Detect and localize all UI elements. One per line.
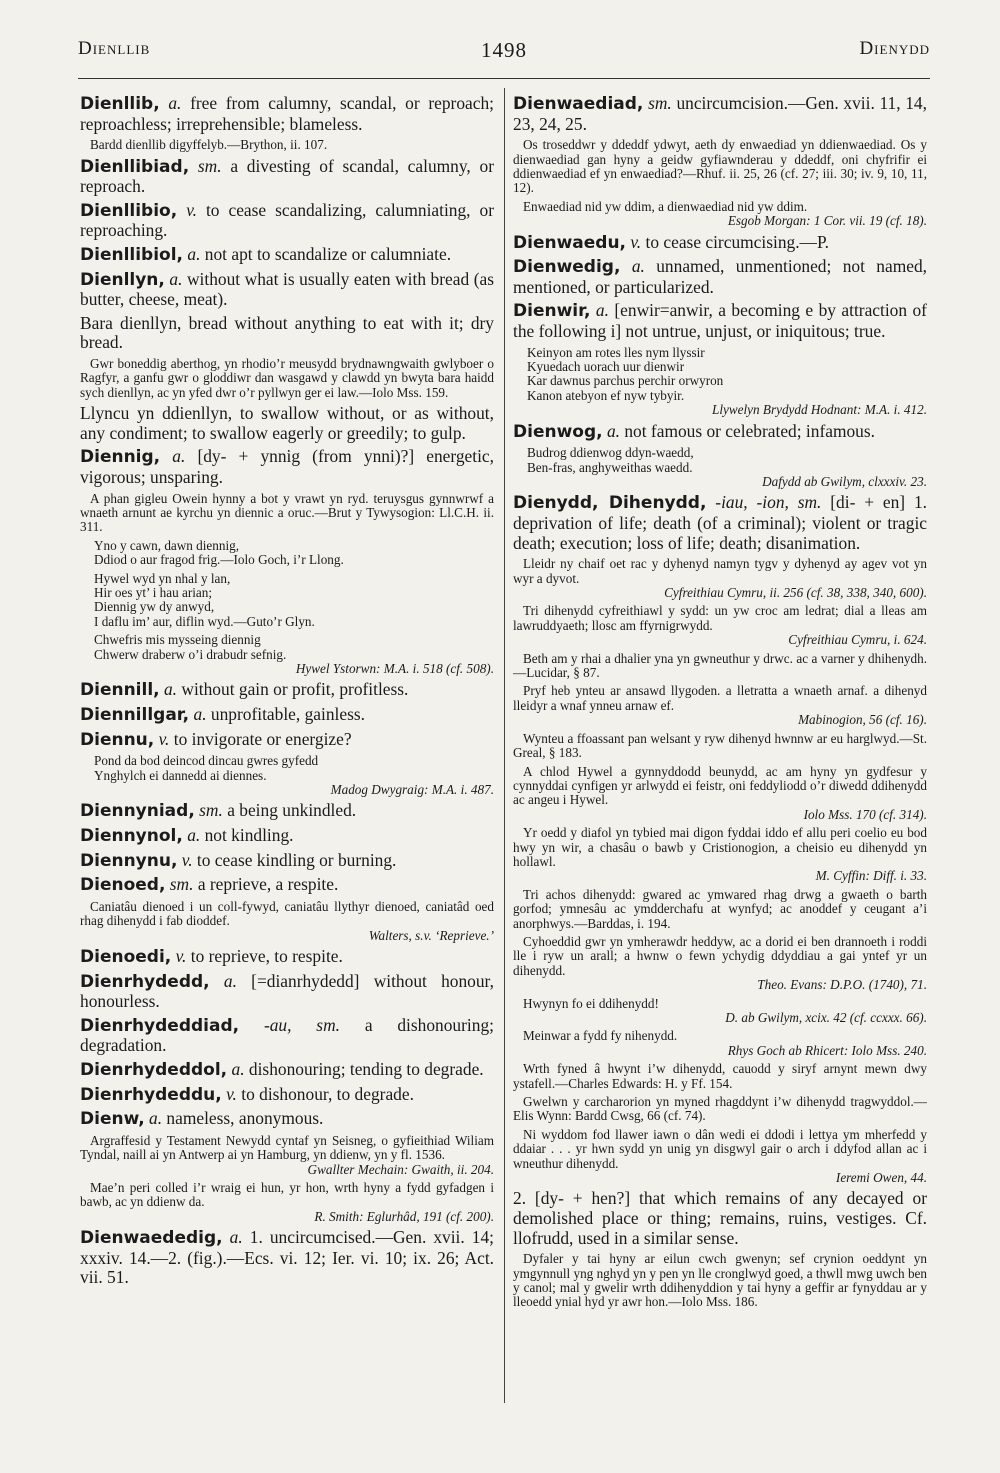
citation-source: Iolo Mss. 170 (cf. 314).	[803, 806, 927, 822]
verse-quotation	[80, 754, 494, 797]
citation-source: R. Smith: Eglurhâd, 191 (cf. 200).	[314, 1208, 494, 1224]
entry-part-of-speech: a.	[231, 1058, 245, 1079]
dictionary-entry	[513, 422, 927, 443]
entry-part-of-speech: v.	[630, 231, 642, 252]
entry-definition: to cease circumcising.—P.	[645, 231, 830, 252]
entry-headword: Dienwir,	[513, 301, 591, 322]
citation	[513, 1252, 927, 1310]
quotation-text: Pond da bod deincod dincau gwres gyfedd Ynghylch ei dannedd ai diennes.	[94, 753, 319, 783]
entry-headword: Dienllib,	[80, 94, 160, 114]
header-rule	[78, 78, 930, 79]
dictionary-entry	[80, 705, 494, 726]
citation-source: D. ab Gwilym, xcix. 42 (cf. ccxxx. 66).	[725, 1010, 927, 1025]
citation-source: Esgob Morgan: 1 Cor. vii. 19 (cf. 18).	[727, 213, 927, 229]
entry-part-of-speech: v.	[186, 199, 197, 220]
citation-source: Llywelyn Brydydd Hodnant: M.A. i. 412.	[712, 402, 927, 418]
quotation-text: Keinyon am rotes lles nym llyssir Kyuedach uorach uur dienwir Kar dawnus parchus perchir orwyron Kanon atebyon ef nyw tybyir.	[527, 344, 724, 403]
entry-definition: a reprieve, a respite.	[197, 874, 339, 895]
entry-headword: Dienoedi,	[80, 947, 172, 967]
entry-headword: Dienwaedu,	[513, 232, 627, 253]
quotation-text: Tri achos dihenydd: gwared ac ymwared rhag drwg a gwaeth o barth gorfod; ymnesâu ac ymdderchafu at wynfyd; ac anoddef y ceugant a’i anorphwys.—Barddas, i. 194.	[513, 886, 927, 931]
quotation-text: Hwynyn fo ei ddihenydd!	[523, 995, 659, 1011]
entry-definition: not famous or celebrated; infamous.	[624, 420, 875, 441]
citation-source: Walters, s.v. ‘Reprieve.’	[368, 927, 494, 943]
citation	[80, 138, 494, 152]
dictionary-entry	[80, 1085, 494, 1106]
citation-source: Theo. Evans: D.P.O. (1740), 71.	[757, 977, 927, 993]
citation	[513, 652, 927, 681]
dictionary-entry	[80, 826, 494, 847]
entry-headword: Dienwedig,	[513, 257, 621, 278]
entry-part-of-speech: sm.	[197, 155, 222, 176]
citation-source: M. Cyffin: Diff. i. 33.	[815, 868, 927, 884]
entry-part-of-speech: a.	[595, 300, 609, 321]
entry-part-of-speech: a.	[193, 704, 207, 724]
entry-definition: unnamed, unmentioned; not named, mentioned, or particularized.	[513, 256, 927, 297]
entry-headword: Dienllibio,	[80, 200, 178, 221]
quotation-text: Enwaediad nid yw ddim, a dienwaediad nid yw ddim.	[523, 198, 808, 214]
citation	[513, 826, 927, 884]
citation	[513, 1062, 927, 1091]
dictionary-entry	[80, 875, 494, 896]
quotation-text: Bardd dienllib digyffelyb.—Brython, ii. 107.	[90, 137, 328, 153]
entry-part-of-speech: sm.	[169, 874, 194, 895]
citation-source: Cyfreithiau Cymru, ii. 256 (cf. 38, 338, 340, 600).	[664, 585, 927, 601]
dictionary-entry	[80, 947, 494, 968]
citation	[513, 732, 927, 761]
dictionary-entry	[80, 201, 494, 241]
entry-part-of-speech: a.	[229, 1227, 243, 1248]
dictionary-entry	[80, 270, 494, 310]
entry-part-of-speech: -au, sm.	[263, 1014, 340, 1035]
citation	[513, 1029, 927, 1058]
citation	[513, 1128, 927, 1186]
dictionary-entry	[80, 730, 494, 751]
citation	[513, 200, 927, 229]
dictionary-entry	[513, 493, 927, 553]
citation	[80, 357, 494, 400]
quotation-text: Argraffesid y Testament Newydd cyntaf yn Seisneg, o gyfieithiad Wiliam Tyndal, naill ai yn Antwerp ai yn Hamburg, yn ddienw, yn y fl. 1536.	[80, 1132, 494, 1163]
dictionary-entry	[80, 801, 494, 822]
entry-headword: Diennynol,	[80, 826, 183, 846]
entry-definition: to reprieve, to respite.	[190, 946, 343, 966]
entry-definition: free from calumny, scandal, or reproach; reproachless; irreprehensible; blameless.	[80, 94, 494, 134]
entry-part-of-speech: a.	[149, 1108, 163, 1129]
entry-part-of-speech: a.	[631, 256, 645, 277]
entry-part-of-speech: sm.	[199, 800, 223, 821]
page-number: 1498	[481, 38, 527, 62]
dictionary-entry	[80, 972, 494, 1012]
quotation-text: Dyfaler y tai hyny ar eilun cwch gwenyn; sef crynion oeddynt yn ymgynnull yng nghyd yn y pen yn lle cronglwyd goed, a thwll mwg uwch ben y canol; mal y gwelir wrth ddihenyddion y tai hyny a geffir ar fynyddau ar y lleoedd ynial hyd yr awr hon.—Iolo Mss. 186.	[513, 1251, 927, 1310]
entry-headword: Dienrhydeddol,	[80, 1059, 228, 1080]
entry-part-of-speech: a.	[606, 420, 620, 441]
quotation-text: Wrth fyned â hwynt i’w dihenydd, cauodd y siryf arnynt mewn dwy ystafell.—Charles Edwards: H. y Ff. 154.	[513, 1061, 927, 1091]
entry-definition: without what is usually eaten with bread (as butter, cheese, meat).	[80, 268, 494, 310]
citation	[80, 492, 494, 535]
quotation-text: Gwelwn y carcharorion yn myned rhagddynt i’w dihenydd tragwyddol.—Elis Wynn: Bardd Cwsg, 66 (cf. 74).	[513, 1094, 927, 1124]
dictionary-entry	[80, 1016, 494, 1056]
entry-part-of-speech: sm.	[648, 94, 672, 113]
entry-definition: unprofitable, gainless.	[210, 704, 365, 724]
quotation-text: Yno y cawn, dawn diennig, Ddiod o aur fragod frig.—Iolo Goch, i’r Llong.	[94, 537, 344, 568]
citation-source: Hywel Ystorwn: M.A. i. 518 (cf. 508).	[295, 661, 494, 676]
entry-part-of-speech: v.	[158, 728, 170, 749]
quotation-text: Wynteu a ffoassant pan welsant y ryw dihenyd hwnnw ar eu harglwyd.—St. Greal, § 183.	[513, 730, 927, 761]
entry-part-of-speech: a.	[223, 970, 237, 991]
entry-definition: uncircumcision.—Gen. xvii. 11, 14, 23, 24, 25.	[513, 94, 927, 134]
quotation-text: A chlod Hywel a gynnyddodd beunydd, ac am hyny yn gydfesur y cynnyddai cynfigen yr arlwydd ei feistr, oni feddyliodd o’r diwedd ddihenydd ac angeu i Hywel.	[513, 763, 927, 808]
entry-definition: dishonouring; tending to degrade.	[248, 1058, 484, 1079]
column-divider	[504, 88, 505, 1403]
quotation-text: Chwefris mis mysseing diennig Chwerw draberw o’i drabudr sefnig.	[94, 632, 287, 662]
citation-source: Dafydd ab Gwilym, clxxxiv. 23.	[762, 474, 927, 490]
dictionary-entry	[513, 233, 927, 254]
entry-headword: Dienrhydedd,	[80, 971, 210, 992]
entry-part-of-speech: v.	[181, 849, 193, 870]
entry-headword: Dienllyn,	[80, 269, 165, 290]
page-header	[78, 38, 930, 74]
entry-definition: not kindling.	[204, 825, 294, 845]
dictionary-entry	[513, 257, 927, 297]
quotation-text: Hywel wyd yn nhal y lan, Hir oes yt’ i hau arian; Diennig yw dy anwyd, I daflu im’ aur, diflin wyd.—Guto’r Glyn.	[94, 570, 315, 629]
entry-headword: Dienrhydeddiad,	[80, 1015, 240, 1036]
citation	[513, 604, 927, 647]
citation	[80, 900, 494, 943]
quotation-text: Tri dihenydd cyfreithiawl y sydd: un yw croc am ledrat; dial a lleas am lawruddyaeth; llosc am ffyrnigrwydd.	[513, 603, 927, 633]
entry-definition: [=dianrhydedd] without honour, honourless.	[80, 970, 494, 1012]
dictionary-entry	[80, 1060, 494, 1081]
entry-definition: [dy- + ynnig (from ynni)?] energetic, vigorous; unsparing.	[80, 446, 494, 487]
left-column	[80, 94, 494, 1419]
entry-part-of-speech: a.	[163, 679, 178, 700]
citation	[513, 935, 927, 993]
quotation-text: Ni wyddom fod llawer iawn o dân wedi ei ddodi i lettya ym mherfedd y ddaiar . . . yr hwn sydd yn unig yn disgwyl gair o arch i ddyfod allan ac i wneuthur dihenydd.	[513, 1126, 927, 1171]
dictionary-entry	[80, 94, 494, 134]
entry-part-of-speech: v.	[226, 1083, 237, 1104]
dictionary-entry	[80, 680, 494, 701]
citation-source: Cyfreithiau Cymru, i. 624.	[788, 632, 927, 648]
entry-headword: Diennyniad,	[80, 801, 195, 822]
entry-part-of-speech: v.	[175, 946, 187, 966]
citation	[80, 1181, 494, 1224]
dictionary-entry	[80, 1228, 494, 1288]
quotation-text: Meinwar a fydd fy nihenydd.	[523, 1028, 678, 1044]
dictionary-entry	[80, 157, 494, 197]
entry-definition: a divesting of scandal, calumny, or reproach.	[80, 155, 494, 197]
entry-definition: to cease scandalizing, calumniating, or reproaching.	[80, 199, 494, 241]
entry-part-of-speech: a.	[187, 243, 201, 264]
citation	[513, 888, 927, 931]
quotation-text: Cyhoeddid gwr yn ymherawdr heddyw, ac a dorid ei ben drannoeth i roddi lle i ryw un arall; a hwnw o fewn ychydig ddyddiau a gai yntef yr un dihenydd.	[513, 933, 927, 978]
quotation-text: Mae’n peri colled i’r wraig ei hun, yr hon, wrth hyny a fydd gyfadgen i bawb, ac yn ddienw da.	[80, 1179, 494, 1210]
quotation-text: Lleidr ny chaif oet rac y dyhenyd namyn tygv y dyhenyd ay agev vot yn wyr a dyvot.	[513, 556, 927, 586]
entry-part-of-speech: a.	[187, 825, 201, 845]
header-right-guideword: Dienydd	[859, 38, 930, 59]
entry-definition: without gain or profit, profitless.	[181, 679, 409, 700]
dictionary-entry	[80, 851, 494, 872]
citation	[513, 765, 927, 823]
entry-definition: to invigorate or energize?	[173, 728, 352, 749]
quotation-text: Pryf heb ynteu ar ansawd llygoden. a lletratta a wnaeth arnaf. a dihenyd lleidyr a wnaf ynneu arnaw ef.	[513, 683, 927, 713]
entry-headword: Dienwaededig,	[80, 1228, 223, 1249]
dictionary-entry	[80, 447, 494, 487]
entry-headword: Diennill,	[80, 680, 160, 701]
dictionary-entry	[80, 245, 494, 266]
entry-headword: Diennillgar,	[80, 705, 190, 725]
citation	[513, 138, 927, 196]
header-left-guideword: Dienllib	[78, 38, 151, 59]
entry-headword: Dienllibiad,	[80, 156, 190, 177]
verse-quotation	[80, 539, 494, 568]
entry-headword: Dienw,	[80, 1109, 145, 1130]
entry-part-of-speech: -iau, -ion, sm.	[715, 492, 822, 513]
entry-part-of-speech: a.	[172, 446, 186, 467]
sense-text: Llyncu yn ddienllyn, to swallow without, or as without, any condiment; to swallow eagerly or greedily; to gulp.	[80, 403, 494, 443]
quotation-text: Gwr boneddig aberthog, yn rhodio’r meusydd brydnawngwaith gwlyboer o Ragfyr, a ganfu gwr o gloddiwr dan wasgawd y clawdd yn bwyta bara haidd sych dienllyn, ac yn yfed dwr o’r pyllwyn ger ei law.—Iolo Mss. 159.	[80, 355, 494, 400]
entry-part-of-speech: a.	[168, 94, 182, 113]
citation-source: Mabinogion, 56 (cf. 16).	[798, 712, 927, 728]
entry-headword: Dienydd, Dihenydd,	[513, 493, 707, 514]
dictionary-entry	[80, 1109, 494, 1130]
entry-headword: Diennynu,	[80, 850, 178, 871]
right-column	[513, 94, 927, 1419]
quotation-text: Os troseddwr y ddeddf ydwyt, aeth dy enwaediad yn ddienwaediad. Os y dienwaediad gan hyny a geidw gyfiawnderau y ddeddf, oni chyfrifir ei ddienwaediad ef yn enwaediad?—Rhuf. ii. 25, 26 (cf. 27; iii. 30; iv. 9, 10, 11, 12).	[513, 137, 927, 196]
entry-headword: Dienrhydeddu,	[80, 1084, 222, 1105]
entry-definition: not apt to scandalize or calumniate.	[204, 243, 452, 264]
entry-definition: to cease kindling or burning.	[196, 849, 397, 870]
entry-part-of-speech: a.	[169, 268, 183, 289]
verse-quotation	[80, 633, 494, 676]
citation	[80, 1134, 494, 1177]
verse-quotation	[513, 446, 927, 489]
dictionary-entry	[513, 301, 927, 341]
entry-definition: to dishonour, to degrade.	[241, 1083, 414, 1104]
entry-definition: a being unkindled.	[227, 800, 357, 821]
sense-text: 2. [dy- + hen?] that which remains of any decayed or demolished place or thing; remains, ruins, vestiges. Cf. llofrudd, used in a similar sense.	[513, 1188, 927, 1248]
entry-headword: Dienllibiol,	[80, 244, 184, 265]
entry-headword: Dienoed,	[80, 875, 166, 896]
citation	[513, 557, 927, 600]
citation-source: Madog Dwygraig: M.A. i. 487.	[330, 782, 494, 797]
entry-headword: Dienwog,	[513, 421, 603, 442]
quotation-text: Yr oedd y diafol yn tybied mai digon fyddai iddo ef allu peri coelio eu bod hwy yn wir, a chasâu o bawb y Cristionogion, a cheisio eu dihenydd yn hollawl.	[513, 825, 927, 869]
entry-headword: Dienwaediad,	[513, 94, 644, 114]
entry-definition: [enwir=anwir, a becoming e by attraction of the following i] not untrue, unjust, or iniquitous; true.	[513, 300, 927, 341]
entry-headword: Diennig,	[80, 447, 161, 468]
citation	[513, 997, 927, 1026]
sub-entry	[80, 314, 494, 353]
entry-definition: a dishonouring; degradation.	[80, 1014, 494, 1056]
quotation-text: Caniatâu dienoed i un coll-fywyd, caniatâu llythyr dienoed, caniatâd oed rhag dihenydd i fab dioddef.	[80, 898, 494, 929]
numbered-sense	[513, 1189, 927, 1248]
citation-source: Ieremi Owen, 44.	[835, 1170, 927, 1186]
quotation-text: Beth am y rhai a dhalier yna yn gwneuthur y drwc. ac a varner y dhihenydh.—Lucidar, § 87.	[513, 650, 927, 681]
citation	[513, 1095, 927, 1124]
entry-definition: 1. uncircumcised.—Gen. xvii. 14; xxxiv. 14.—2. (fig.).—Ecs. vi. 12; Ier. vi. 10; ix. 26; Act. vii. 51.	[80, 1227, 494, 1288]
sub-entry	[80, 404, 494, 443]
citation	[513, 684, 927, 727]
verse-quotation	[513, 346, 927, 418]
quotation-text: A phan gigleu Owein hynny a bot y vrawt yn ryd. teruysgus gynnwrwf a wnaeth arnunt ae kyrchu yn diennic a oruc.—Brut y Tywysogion: Ll.C.H. ii. 311.	[80, 490, 494, 535]
entry-definition: nameless, anonymous.	[166, 1108, 324, 1129]
quotation-text: Budrog ddienwog ddyn-waedd, Ben-fras, anghyweithas waedd.	[527, 445, 694, 475]
entry-headword: Diennu,	[80, 729, 155, 750]
dictionary-entry	[513, 94, 927, 134]
citation-source: Rhys Goch ab Rhicert: Iolo Mss. 240.	[727, 1042, 927, 1058]
sense-text: Bara dienllyn, bread without anything to eat with it; dry bread.	[80, 312, 494, 353]
entry-definition: [di- + en] 1. deprivation of life; death (of a criminal); violent or tragic death; execution; loss of life; death; disanimation.	[513, 492, 927, 553]
citation-source: Gwallter Mechain: Gwaith, ii. 204.	[307, 1161, 494, 1177]
verse-quotation	[80, 572, 494, 630]
